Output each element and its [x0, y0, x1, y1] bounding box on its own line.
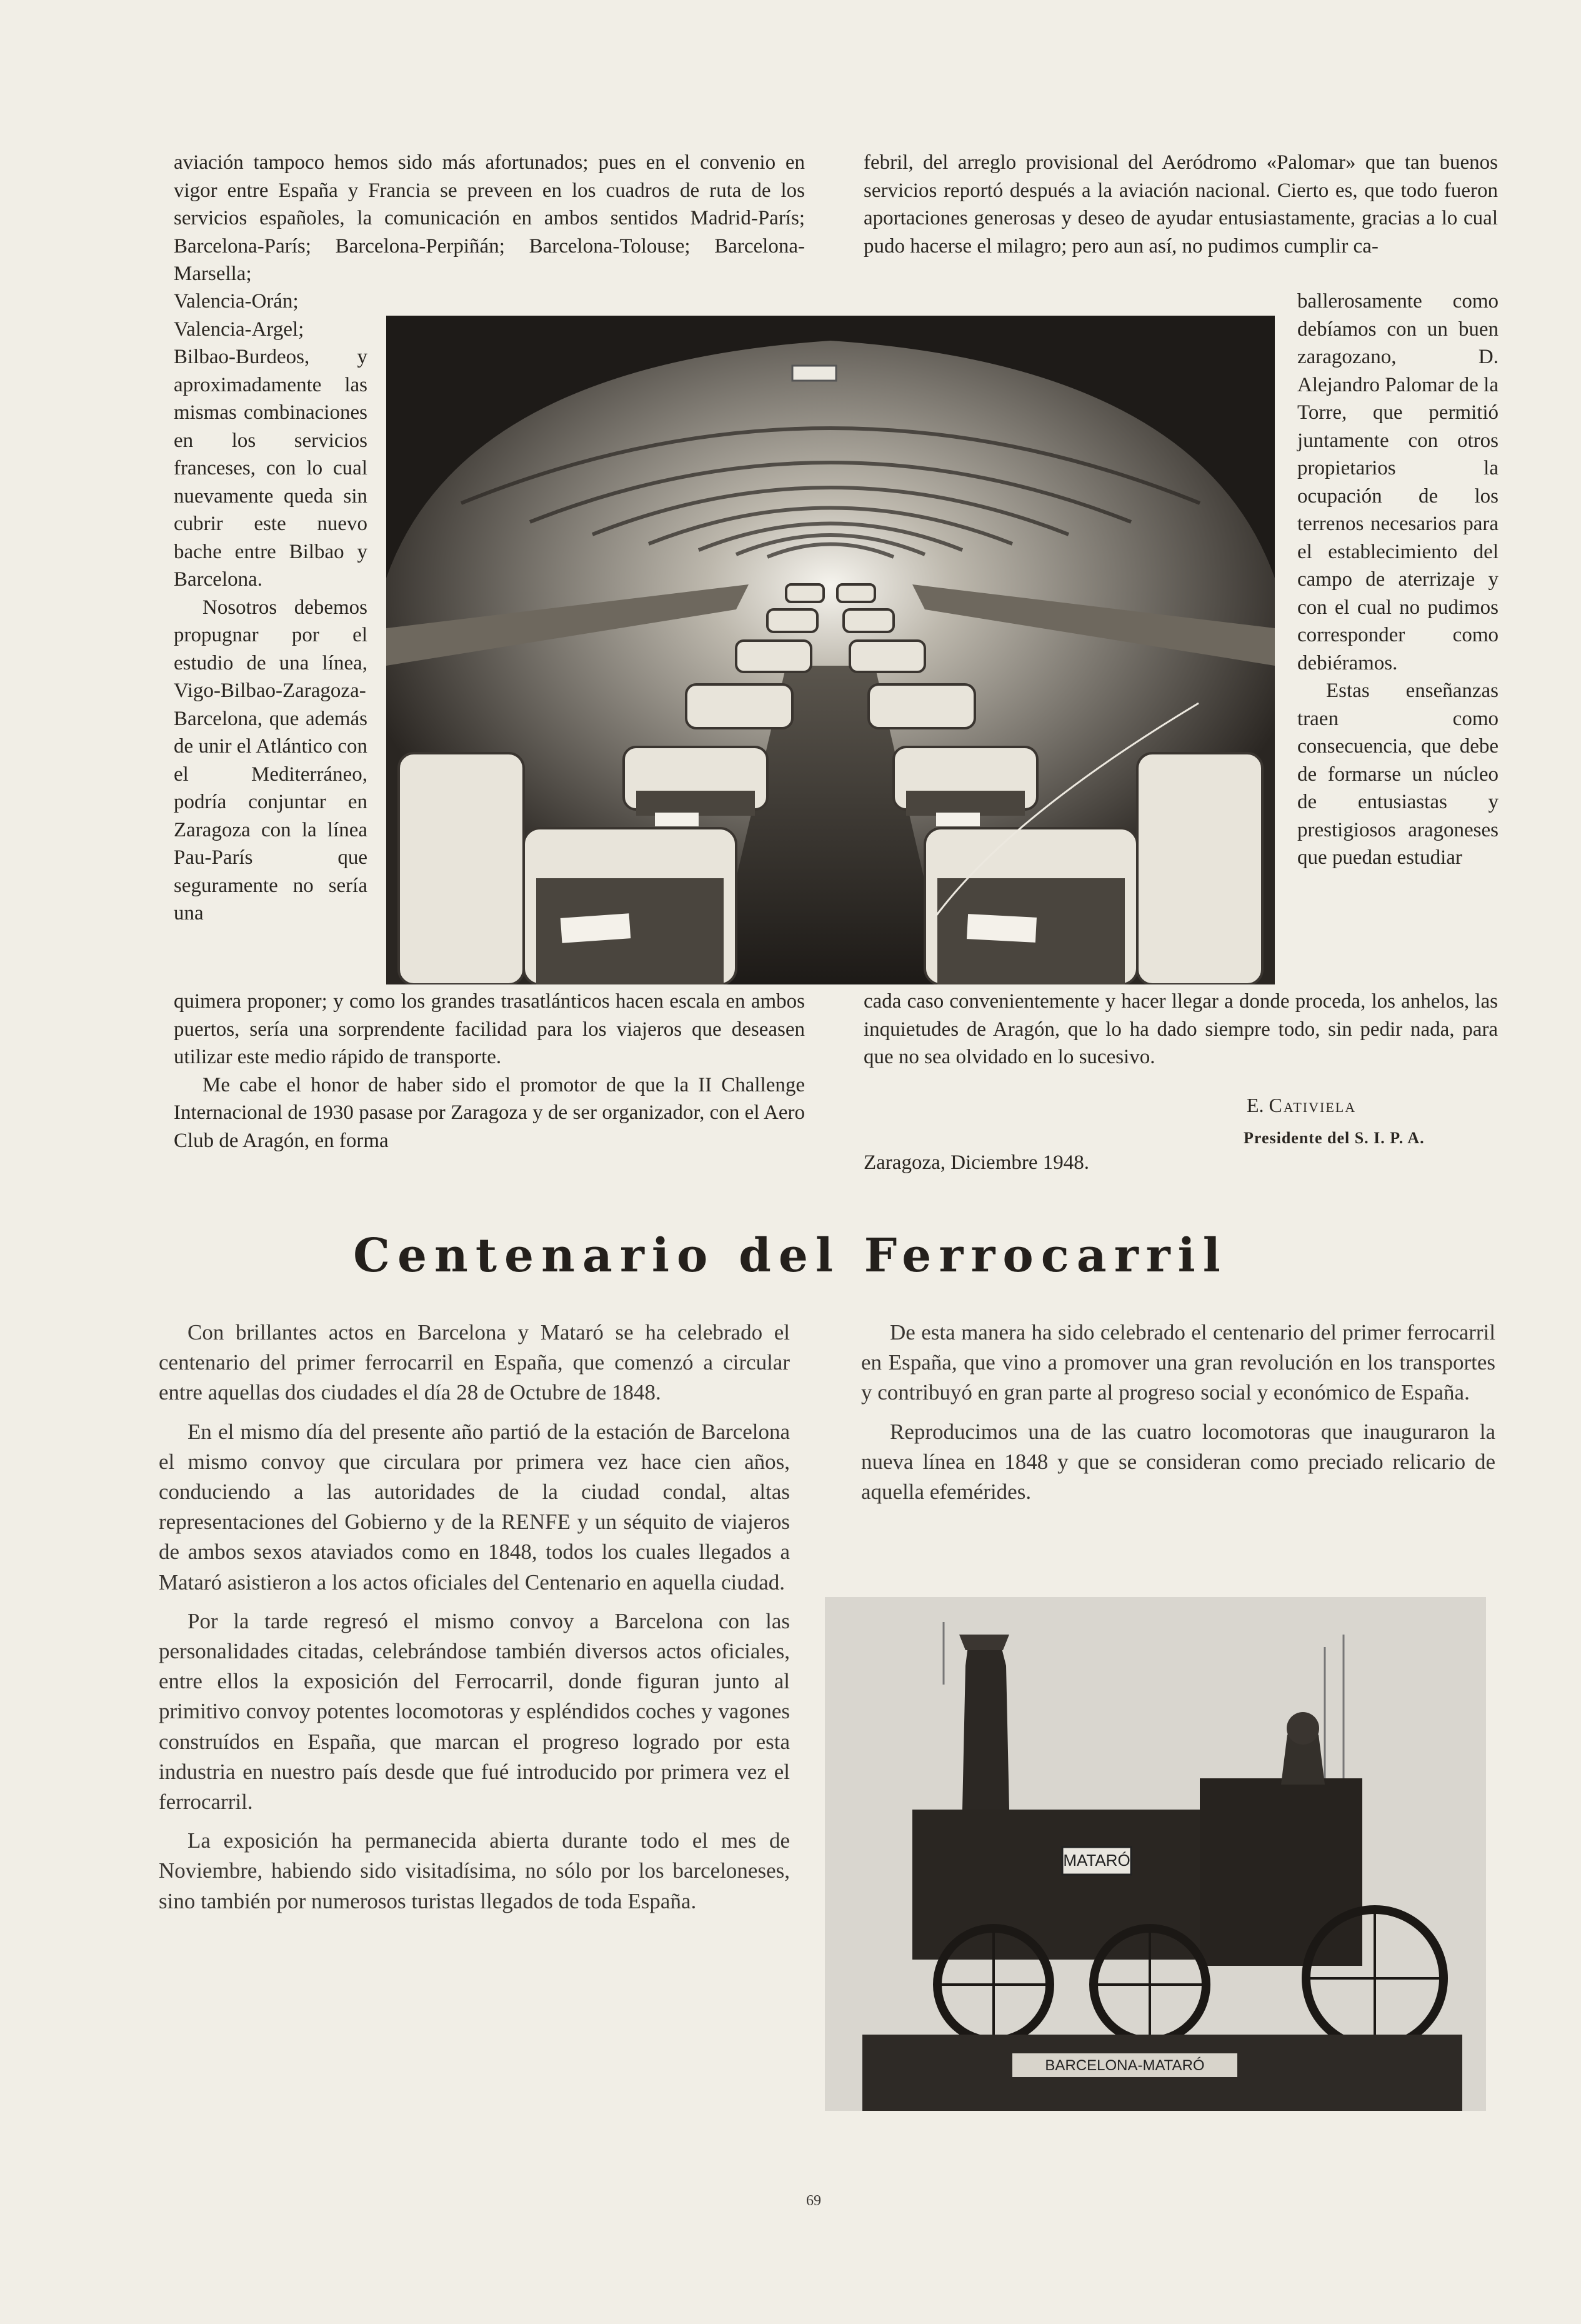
- author-name: Cativiela: [1269, 1094, 1357, 1116]
- airplane-cabin-illustration: [386, 316, 1275, 984]
- author-role: Presidente del S. I. P. A.: [1244, 1129, 1425, 1147]
- paragraph: Nosotros debemos propugnar por el estudio de una línea, Vigo-Bilbao-Zaragoza-Barcelona, que además de unir el Atlántico con el Mediterráneo, podría conjuntar en Zaragoza con la línea Pau-París que seguramente no sería una: [174, 596, 367, 924]
- paragraph: En el mismo día del presente año partió de la estación de Barcelona el mismo convoy que circulara por primera vez hace cien años, conduciendo a las autoridades de la ciudad condal, altas representaciones del Gobierno y de la RENFE y un séquito de viajeros de ambos sexos ataviados como en 1848, todos los cuales llegados a Mataró asistieron a los actos oficiales del Centenario en aquella ciudad.: [159, 1419, 790, 1595]
- author-signature: [1247, 1094, 1356, 1117]
- article1-col2-top: [864, 149, 1498, 260]
- article1-col1-side: [174, 288, 367, 928]
- paragraph: Por la tarde regresó el mismo convoy a Barcelona con las personalidades citadas, celebrándose también diversos actos oficiales, entre ellos la exposición del Ferrocarril, donde figuran junto al primitivo convoy potentes locomotoras y espléndidos coches y vagones construídos en España, que marcan el progreso logrado por esta industria en nuestro país desde que fué introducido por primera vez el ferrocarril.: [159, 1608, 790, 1815]
- article1-col2-bottom: [864, 988, 1498, 1071]
- nameplate-text: MATARÓ: [1063, 1851, 1130, 1870]
- locomotive-photo: [825, 1597, 1486, 2111]
- page-number: 69: [806, 2193, 821, 2209]
- paragraph: De esta manera ha sido celebrado el centenario del primer ferrocarril en España, que vino a promover una gran revolución en los transportes y contribuyó en gran parte al progreso social y económico de España.: [861, 1320, 1495, 1405]
- paragraph: Valencia-Orán; Valencia-Argel; Bilbao-Burdeos, y aproximadamente las mismas combinaciones en los servicios franceses, con lo cual nuevamente queda sin cubrir este nuevo bache entre Bilbao y Barcelona.: [174, 290, 367, 591]
- article2-title: Centenario del Ferrocarril: [353, 1229, 1228, 1283]
- article2-col2: [861, 1318, 1495, 1507]
- article1-col1-top: [174, 149, 805, 288]
- paragraph: Me cabe el honor de haber sido el promotor de que la II Challenge Internacional de 1930 pasase por Zaragoza y de ser organizador, con el Aero Club de Aragón, en forma: [174, 1073, 805, 1152]
- locomotive-illustration: [825, 1597, 1486, 2111]
- sign-text: BARCELONA-MATARÓ: [1045, 2057, 1205, 2074]
- author-initial: E.: [1247, 1094, 1264, 1116]
- article1-col2-side: [1297, 288, 1499, 872]
- paragraph: Estas enseñanzas traen como consecuencia, que debe de formarse un núcleo de entusiastas y prestigiosos aragoneses que puedan estudiar: [1297, 679, 1499, 869]
- paragraph: ballerosamente como debíamos con un buen zaragozano, D. Alejandro Palomar de la Torre, que permitió juntamente con otros propietarios la ocupación de los terrenos necesarios para el establecimiento del campo de aterrizaje y con el cual no pudimos corresponder como debiéramos.: [1297, 290, 1499, 674]
- article1-col1-bottom: [174, 988, 805, 1154]
- paragraph: quimera proponer; y como los grandes trasatlánticos hacen escala en ambos puertos, sería una sorprendente facilidad para los viajeros que deseasen utilizar este medio rápido de transporte.: [174, 990, 805, 1068]
- paragraph: febril, del arreglo provisional del Aeródromo «Palomar» que tan buenos servicios reportó después a la aviación nacional. Cierto es, que todo fueron aportaciones generosas y deseo de ayudar entusiastamente, gracias a lo cual pudo hacerse el milagro; pero aun así, no pudimos cumplir ca-: [864, 151, 1498, 258]
- paragraph: La exposición ha permanecida abierta durante todo el mes de Noviembre, habiendo sido visitadísima, no sólo por los barceloneses, sino también por numerosos turistas llegados de toda España.: [159, 1828, 790, 1913]
- airplane-cabin-photo: [386, 316, 1275, 984]
- paragraph: aviación tampoco hemos sido más afortunados; pues en el convenio en vigor entre España y Francia se preveen en los cuadros de ruta de los servicios españoles, la comunicación en ambos sentidos Madrid-París; Barcelona-París; Barcelona-Perpiñán; Barcelona-Tolouse; Barcelona-Marsella;: [174, 151, 805, 285]
- paragraph: cada caso convenientemente y hacer llegar a donde proceda, los anhelos, las inquietudes de Aragón, que lo ha dado siempre todo, sin pedir nada, para que no sea olvidado en lo sucesivo.: [864, 990, 1498, 1068]
- paragraph: Con brillantes actos en Barcelona y Mataró se ha celebrado el centenario del primer ferrocarril en España, que comenzó a circular entre aquellas dos ciudades el día 28 de Octubre de 1848.: [159, 1320, 790, 1405]
- paragraph: Reproducimos una de las cuatro locomotoras que inauguraron la nueva línea en 1848 y que se consideran como preciado relicario de aquella efemérides.: [861, 1419, 1495, 1505]
- place-date: Zaragoza, Diciembre 1948.: [864, 1151, 1090, 1174]
- article2-col1: [159, 1318, 790, 1916]
